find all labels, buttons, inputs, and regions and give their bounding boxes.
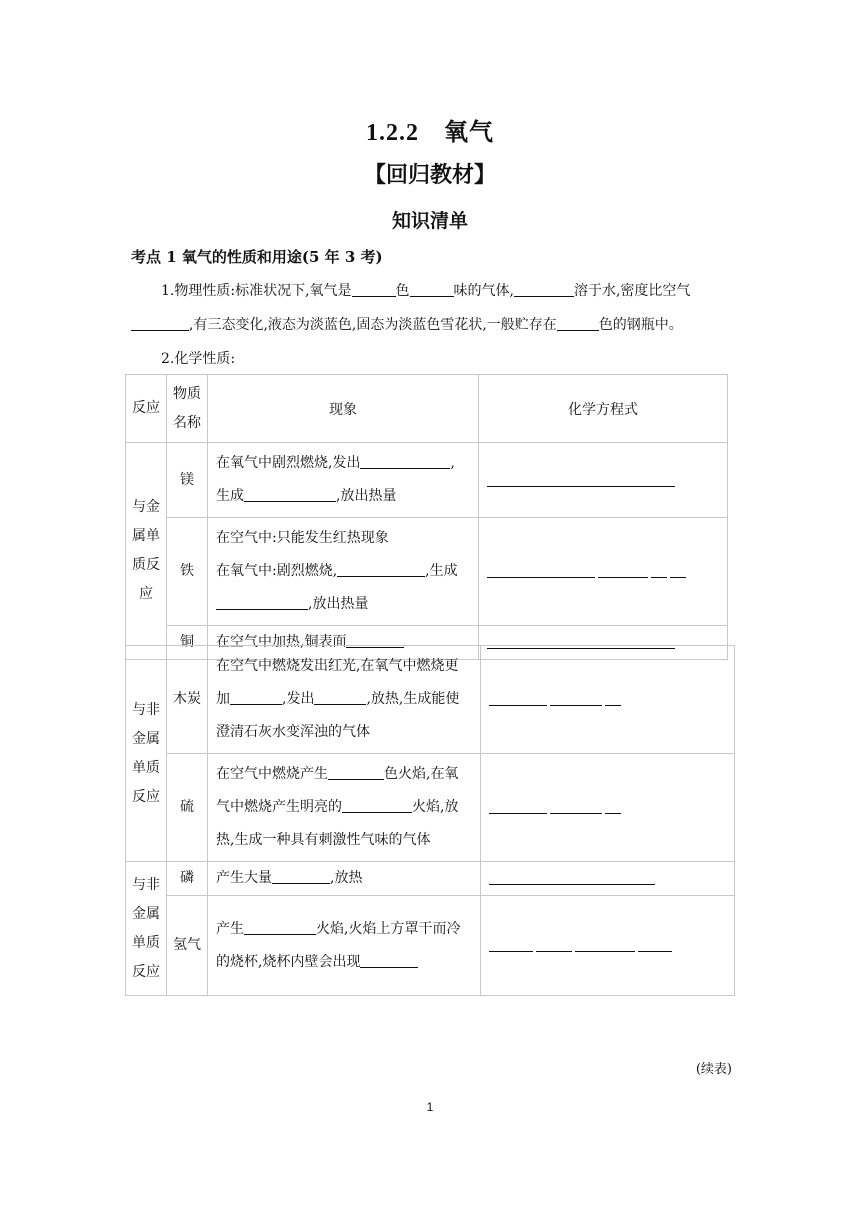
header-phenomenon: 现象 [208, 375, 479, 443]
group-metal: 与金属单质反应 [126, 443, 167, 660]
properties-table-nonmetal [125, 645, 735, 996]
chemical-properties-label: 2.化学性质: [161, 351, 236, 367]
blank-line [410, 282, 454, 297]
page-title: 1.2.2 氧气 [366, 120, 494, 146]
substance-s: 硫 [167, 754, 208, 862]
page-number: 1 [426, 1100, 434, 1114]
blank-line [352, 282, 396, 297]
properties-table-metal [125, 374, 728, 660]
phenomenon-h: 产生 火焰,火焰上方罩干而冷的烧杯,烧杯内壁会出现 [208, 896, 481, 996]
point-heading: 考点 1 氧气的性质和用途(5 年 3 考) [131, 248, 383, 266]
group-nonmetal-1: 与非金属单质反应 [126, 646, 167, 862]
header-equation: 化学方程式 [479, 375, 728, 443]
phenomenon-p: 产生大量 ,放热 [208, 862, 481, 896]
substance-cu: 铜 [167, 626, 208, 660]
substance-fe: 铁 [167, 518, 208, 626]
equation-c [481, 646, 735, 754]
section-heading: 知识清单 [391, 210, 468, 232]
substance-c: 木炭 [167, 646, 208, 754]
equation-mg [479, 443, 728, 518]
substance-h: 氢气 [167, 896, 208, 996]
group-nonmetal-2: 与非金属单质反应 [126, 862, 167, 996]
subtitle: 【回归教材】 [363, 162, 496, 188]
blank-line [514, 282, 574, 297]
header-name: 物质名称 [167, 375, 208, 443]
phenomenon-mg: 在氧气中剧烈燃烧,发出 , 生成 ,放出热量 [208, 443, 479, 518]
continued-note: (续表) [695, 1062, 732, 1077]
phenomenon-s: 在空气中燃烧产生 色火焰,在氧气中燃烧产生明亮的 火焰,放热,生成一种具有刺激性气味的气体 [208, 754, 481, 862]
phenomenon-c: 在空气中燃烧发出红光,在氧气中燃烧更加 ,发出 ,放热,生成能使澄清石灰水变浑浊的气体 [208, 646, 481, 754]
substance-p: 磷 [167, 862, 208, 896]
blank-line [131, 316, 189, 331]
equation-p [481, 862, 735, 896]
header-type: 反应 [126, 375, 167, 443]
equation-h [481, 896, 735, 996]
substance-mg: 镁 [167, 443, 208, 518]
equation-fe [479, 518, 728, 626]
physical-properties-paragraph: 1.物理性质:标准状况下,氧气是 色 味的气体, 溶于水,密度比空气 ,有三态变化,液态为淡蓝色,固态为淡蓝色雪花状,一般贮存在 色的钢瓶中。 [131, 274, 731, 342]
phenomenon-cu: 在空气中加热,铜表面 [208, 626, 479, 660]
blank-line [557, 316, 599, 331]
equation-s [481, 754, 735, 862]
phenomenon-fe: 在空气中:只能发生红热现象 在氧气中:剧烈燃烧, ,生成 ,放出热量 [208, 518, 479, 626]
